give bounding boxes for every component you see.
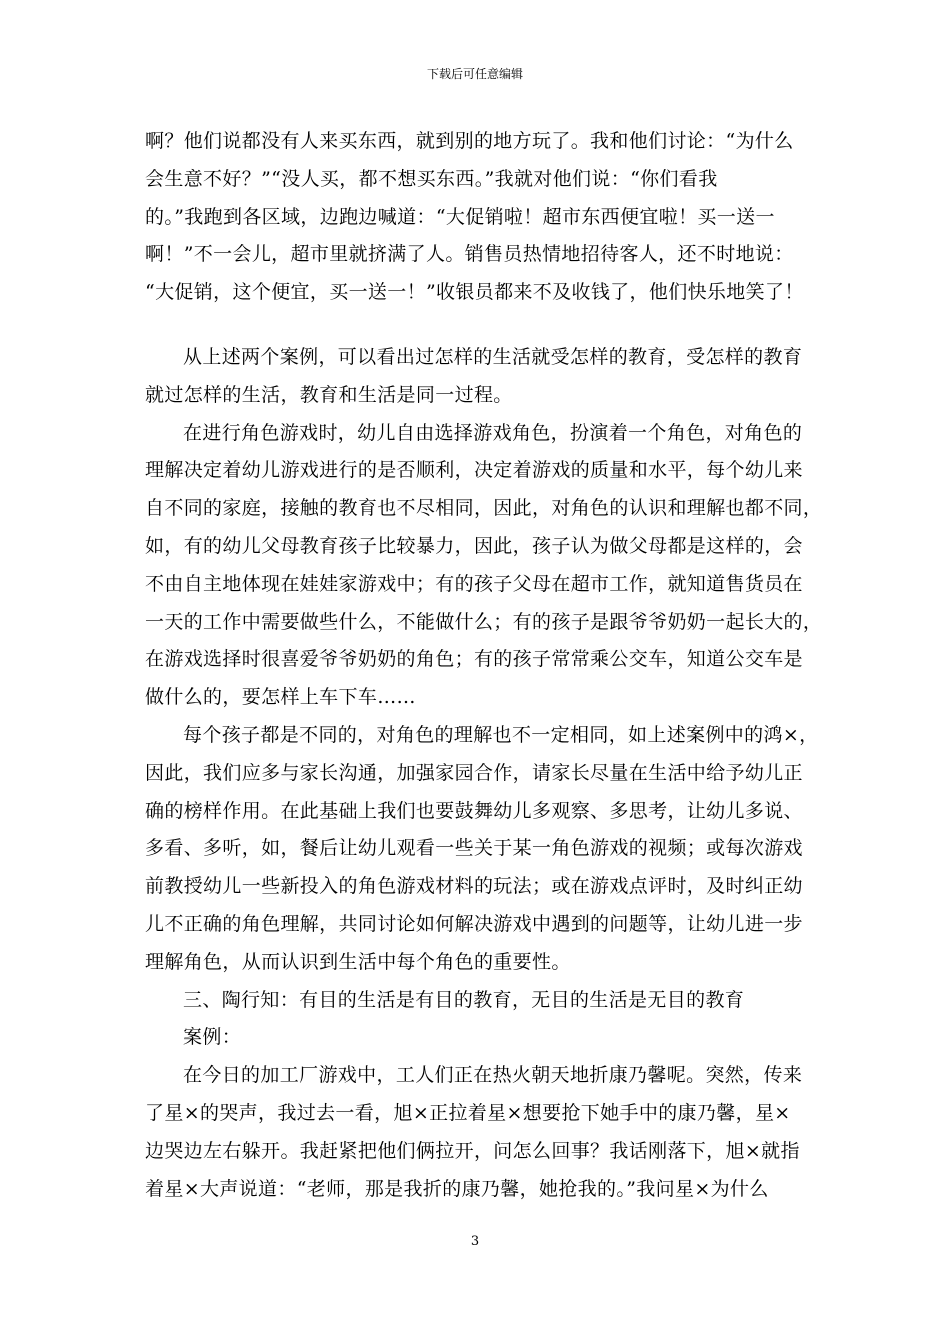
case-label	[145, 1019, 809, 1057]
text-line: 的。”我跑到各区域，边跑边喊道：“大促销啦！超市东西便宜啦！买一送一	[145, 205, 775, 228]
text-line: 每个孩子都是不同的，对角色的理解也不一定相同，如上述案例中的鸿×，	[183, 723, 819, 746]
text-line: 在今日的加工厂游戏中，工人们正在热火朝天地折康乃馨呢。突然，传来	[183, 1064, 803, 1087]
page-number: 3	[470, 1234, 480, 1249]
paragraph-summary	[145, 339, 809, 415]
text-line: 确的榜样作用。在此基础上我们也要鼓舞幼儿多观察、多思考，让幼儿多说、	[145, 799, 803, 822]
text-line: 理解决定着幼儿游戏进行的是否顺利，决定着游戏的质量和水平，每个幼儿来	[145, 459, 803, 482]
text-line: 啊！”不一会儿，超市里就挤满了人。销售员热情地招待客人，还不时地说：	[145, 243, 794, 266]
text-line: 在游戏选择时很喜爱爷爷奶奶的角色；有的孩子常常乘公交车，知道公交车是	[145, 648, 803, 671]
text-line: 着星×大声说道：“老师，那是我折的康乃馨，她抢我的。”我问星×为什么	[145, 1177, 769, 1200]
paragraph-gap	[145, 312, 809, 339]
text-line: 会生意不好？”“没人买，都不想买东西。”我就对他们说：“你们看我	[145, 167, 718, 190]
paragraph-factory-case	[145, 1057, 809, 1208]
text-line: 边哭边左右躲开。我赶紧把他们俩拉开，问怎么回事？我话刚落下，旭×就指	[145, 1139, 800, 1162]
paragraph-role-play	[145, 415, 823, 717]
text-line: 啊？他们说都没有人来买东西，就到别的地方玩了。我和他们讨论：“为什么	[145, 130, 794, 152]
text-line: 自不同的家庭，接触的教育也不尽相同，因此，对角色的认识和理解也都不同，	[145, 497, 823, 520]
text-line: 前教授幼儿一些新投入的角色游戏材料的玩法；或在游戏点评时，及时纠正幼	[145, 875, 803, 898]
text-line: 从上述两个案例，可以看出过怎样的生活就受怎样的教育，受怎样的教育	[183, 345, 803, 368]
text-line: 理解角色，从而认识到生活中每个角色的重要性。	[145, 950, 571, 973]
page-header: 下载后可任意编辑	[426, 67, 523, 81]
document-body	[145, 123, 823, 1208]
text-line: 三、陶行知：有目的生活是有目的教育，无目的生活是无目的教育	[183, 988, 745, 1011]
section-heading	[145, 982, 809, 1020]
text-line: 在进行角色游戏时，幼儿自由选择游戏角色，扮演着一个角色，对角色的	[183, 421, 803, 444]
text-line: 做什么的，要怎样上车下车……	[145, 686, 416, 709]
text-line: 就过怎样的生活，教育和生活是同一过程。	[145, 383, 513, 406]
text-line: 不由自主地体现在娃娃家游戏中；有的孩子父母在超市工作，就知道售货员在	[145, 572, 803, 595]
text-line: 案例：	[183, 1026, 242, 1049]
paragraph-each-child	[145, 717, 819, 982]
text-line: 因此，我们应多与家长沟通，加强家园合作，请家长尽量在生活中给予幼儿正	[145, 761, 803, 784]
text-line: 儿不正确的角色理解，共同讨论如何解决游戏中遇到的问题等，让幼儿进一步	[145, 912, 803, 935]
text-line: “大促销，这个便宜，买一送一！”收银员都来不及收钱了，他们快乐地笑了！	[145, 281, 804, 304]
text-line: 多看、多听，如，餐后让幼儿观看一些关于某一角色游戏的视频；或每次游戏	[145, 837, 803, 860]
text-line: 一天的工作中需要做些什么，不能做什么；有的孩子是跟爷爷奶奶一起长大的，	[145, 610, 823, 633]
text-line: 了星×的哭声，我过去一看，旭×正拉着星×想要抢下她手中的康乃馨，星×	[145, 1101, 791, 1124]
paragraph-case-continuation	[145, 123, 809, 312]
text-line: 如，有的幼儿父母教育孩子比较暴力，因此，孩子认为做父母都是这样的，会	[145, 534, 803, 557]
